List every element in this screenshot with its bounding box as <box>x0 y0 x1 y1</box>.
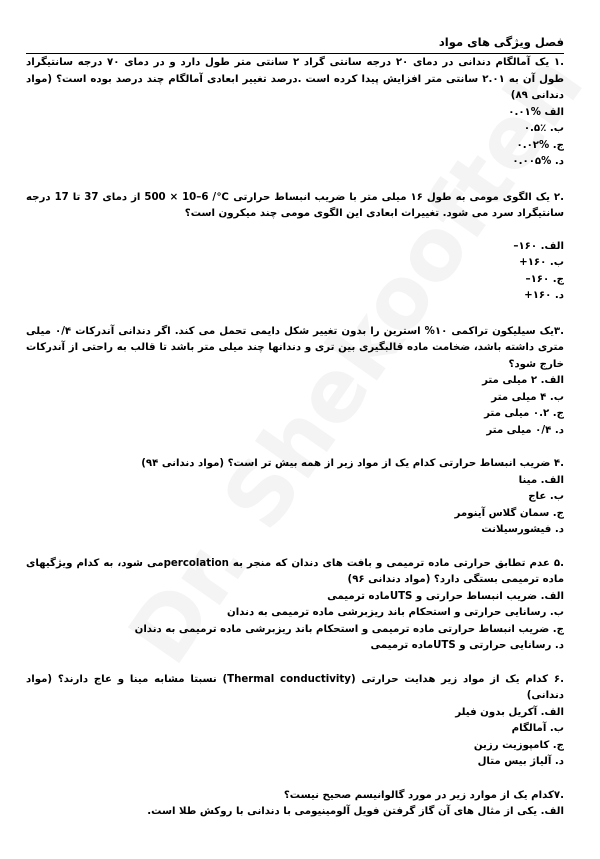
question-6-option-d: د. آلیاژ بیس متال <box>477 756 564 767</box>
question-6-option-a: الف. آکریل بدون فیلر <box>455 706 564 718</box>
question-3-option-b: ب. ۴ میلی متر <box>491 391 564 403</box>
question-3-option-a: الف. ۲ میلی متر <box>482 375 564 386</box>
question-5-stem: .۵ عدم تطابق حرارتی ماده ترمیمی و بافت های دندان که منجر به percolationمی شود، به کدام ویژگیهای ماده ترمیمی بستگی دارد؟ (مواد دندانی ۹۶) <box>26 557 564 585</box>
question-4-option-b: ب. عاج <box>528 491 564 502</box>
question-1-option-c: ج. %۰.۰۲ <box>516 139 564 151</box>
question-4-option-a: الف. مینا <box>518 474 564 486</box>
question-7-stem: .۷کدام یک از موارد زیر در مورد گالوانیسم صحیح نیست؟ <box>283 789 564 801</box>
question-3 <box>26 324 564 440</box>
question-2-option-b: ب. ۱۶۰+ <box>519 257 564 268</box>
question-4-option-c: ج. سمان گلاس آینومر <box>454 507 564 519</box>
question-6-option-c: ج. کامپوزیت رزین <box>473 739 564 751</box>
question-7-option-a: الف. یکی از مثال های آن گاز گرفتن فویل آلومینیومی با دندانی با روکش طلا است. <box>147 806 564 817</box>
question-1-option-a: الف %۰.۰۱ <box>508 106 564 118</box>
question-1 <box>26 55 564 171</box>
question-2-option-d: د. ۱۶۰+ <box>524 290 564 301</box>
question-3-option-d: د. ۰/۴ میلی متر <box>486 424 564 436</box>
question-4-option-d: د. فیشورسیلانت <box>481 524 564 535</box>
question-4-stem: .۴ ضریب انبساط حرارتی کدام یک از مواد زیر از همه بیش تر است؟ (مواد دندانی ۹۴) <box>141 458 564 469</box>
question-6 <box>26 672 564 771</box>
question-5-option-a: الف. ضریب انبساط حرارتی و UTSماده ترمیمی <box>327 590 564 602</box>
question-2-option-a: الف. ۱۶۰– <box>513 240 564 252</box>
question-5-option-d: د. رسانایی حرارتی و UTSماده ترمیمی <box>370 640 564 651</box>
question-4 <box>26 456 564 539</box>
question-5 <box>26 556 564 655</box>
page-title: فصل ویژگی های مواد <box>438 35 564 49</box>
question-1-option-b: ب. ٪۰.۵ <box>523 123 564 134</box>
question-6-stem: .۶ کدام یک از مواد زیر هدایت حرارتی (Thermal conductivity) نسبتا مشابه مینا و عاج دارند؟ (مواد دندانی) <box>26 673 564 701</box>
document-page <box>26 34 564 834</box>
question-2-option-c: ج. ۱۶۰– <box>525 273 564 285</box>
question-2-stem: .۲ یک الگوی مومی به طول ۱۶ میلی متر با ضریب انبساط حرارتی ℃/ 6–10 × 500 از دمای 37 تا 17 درجه سانتیگراد سرد می شود. تغییرات ابعادی این الگوی مومی چند میکرون است؟ <box>26 191 565 219</box>
question-7 <box>26 788 564 821</box>
question-5-option-c: ج. ضریب انبساط حرارتی ماده ترمیمی و استحکام باند ریزبرشی ماده ترمیمی به دندان <box>134 623 564 635</box>
question-5-option-b: ب. رسانایی حرارتی و استحکام باند ریزبرشی ماده ترمیمی به دندان <box>227 607 564 618</box>
title-divider <box>26 53 564 54</box>
question-1-stem: .۱ یک آمالگام دندانی در دمای ۲۰ درجه سانتی گراد ۲ سانتی متر طول دارد و در دمای ۷۰ درجه سانتیگراد طول آن به ۲.۰۱ سانتی متر افزایش پیدا کرده است .درصد تغییر ابعادی آمالگام چند درصد بوده است؟ (مواد دندانی ۸۹) <box>26 57 565 101</box>
question-3-stem: .۳یک سیلیکون تراکمی ۱۰% استرین را بدون تغییر شکل دایمی تحمل می کند. اگر دندانی آندرکات ۰/۴ میلی متری داشته باشد، ضخامت ماده قالبگیری بین تری و دندانها چند میلی متر باشد تا قالب به راحتی از آندرکات خارج شود؟ <box>26 325 564 370</box>
question-1-option-d: د. %۰.۰۰۵ <box>512 156 564 167</box>
question-3-option-c: ج. ۰.۲ میلی متر <box>484 408 564 419</box>
question-2 <box>26 190 564 305</box>
question-6-option-b: ب. آمالگام <box>511 723 564 734</box>
